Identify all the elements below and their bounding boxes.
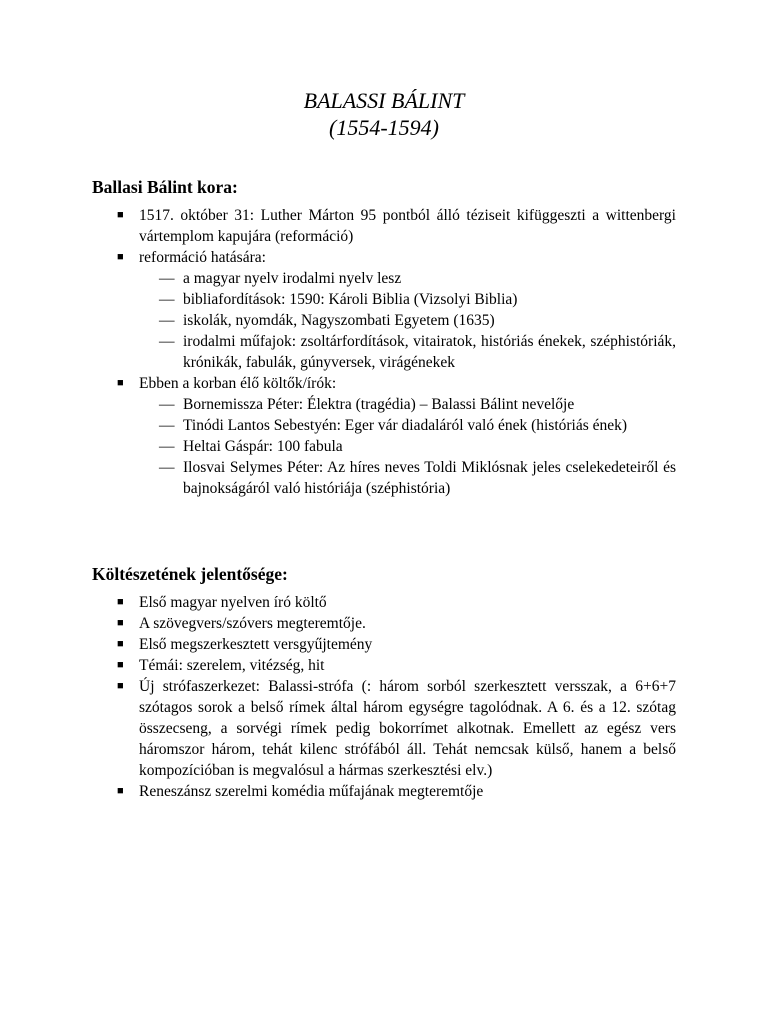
document-title: BALASSI BÁLINT [303,88,465,113]
significance-list [0,592,768,802]
square-bullet-icon: ■ [117,251,124,263]
list-item [159,436,676,457]
list-item [159,310,676,331]
square-bullet-icon: ■ [117,209,124,221]
list-item-text: Heltai Gáspár: 100 fabula [183,438,343,455]
list-item [117,676,676,781]
list-item-text: Új strófaszerkezet: Balassi-strófa (: három sorból szerkesztett versszak, a 6+6+7 szótagos sorok a belső rímek által három egységre tagolódnak. A 6. és a 12. szótag összecseng, a sorvégi rímek pedig bokorrímet alkotnak. Emellett az egész vers háromszor három, tehát kilenc strófából áll. Tehát nemcsak külső, hanem a belső kompozícióban is megvalósul a hármas szerkesztési elv.) [139,678,676,779]
square-bullet-icon: ■ [117,596,124,608]
list-item-text: a magyar nyelv irodalmi nyelv lesz [183,270,402,287]
dash-bullet-icon: — [159,459,175,476]
square-bullet-icon: ■ [117,638,124,650]
dash-bullet-icon: — [159,270,175,287]
square-bullet-icon: ■ [117,680,124,692]
document-subtitle-years: (1554-1594) [329,115,439,140]
section-heading-era: Ballasi Bálint kora: [92,177,238,197]
list-item-text: Reneszánsz szerelmi komédia műfajának megteremtője [139,783,484,800]
list-item-text: Első megszerkesztett versgyűjtemény [139,636,373,653]
list-item [117,247,676,268]
list-item-text: Első magyar nyelven író költő [139,594,327,611]
square-bullet-icon: ■ [117,377,124,389]
list-item-text: Tinódi Lantos Sebestyén: Eger vár diadaláról való ének (históriás ének) [183,417,628,434]
list-item [117,205,676,247]
list-item [159,268,676,289]
list-item [117,655,676,676]
dash-bullet-icon: — [159,438,175,455]
list-item-text: Ebben a korban élő költők/írók: [139,375,337,392]
list-item [159,289,676,310]
list-item-text: bibliafordítások: 1590: Károli Biblia (Vizsolyi Biblia) [183,291,518,308]
list-item [117,373,676,394]
square-bullet-icon: ■ [117,785,124,797]
list-item [159,415,676,436]
list-item-text: A szövegvers/szóvers megteremtője. [139,615,366,632]
list-item-text: reformáció hatására: [139,249,266,266]
section-heading-significance: Költészetének jelentősége: [92,564,288,584]
list-item [159,394,676,415]
square-bullet-icon: ■ [117,617,124,629]
dash-bullet-icon: — [159,312,175,329]
list-item-text: 1517. október 31: Luther Márton 95 pontból álló téziseit kifüggeszti a wittenbergi vártemplom kapujára (reformáció) [139,207,676,245]
list-item-text: iskolák, nyomdák, Nagyszombati Egyetem (1635) [183,312,495,329]
dash-bullet-icon: — [159,333,175,350]
list-item [159,331,676,373]
dash-bullet-icon: — [159,417,175,434]
list-item-text: Ilosvai Selymes Péter: Az híres neves Toldi Miklósnak jeles cselekedeteiről és bajnokságáról való históriája (széphistória) [183,459,676,497]
list-item-text: Témái: szerelem, vitézség, hit [139,657,325,674]
dash-bullet-icon: — [159,291,175,308]
list-item-text: irodalmi műfajok: zsoltárfordítások, vitairatok, históriás énekek, széphistóriák, krónikák, fabulák, gúnyversek, virágénekek [183,333,676,371]
list-item [117,781,676,802]
list-item [159,457,676,499]
era-list [0,205,768,499]
dash-bullet-icon: — [159,396,175,413]
list-item [117,592,676,613]
list-item [117,634,676,655]
square-bullet-icon: ■ [117,659,124,671]
list-item [117,613,676,634]
list-item-text: Bornemissza Péter: Élektra (tragédia) – Balassi Bálint nevelője [183,396,575,413]
